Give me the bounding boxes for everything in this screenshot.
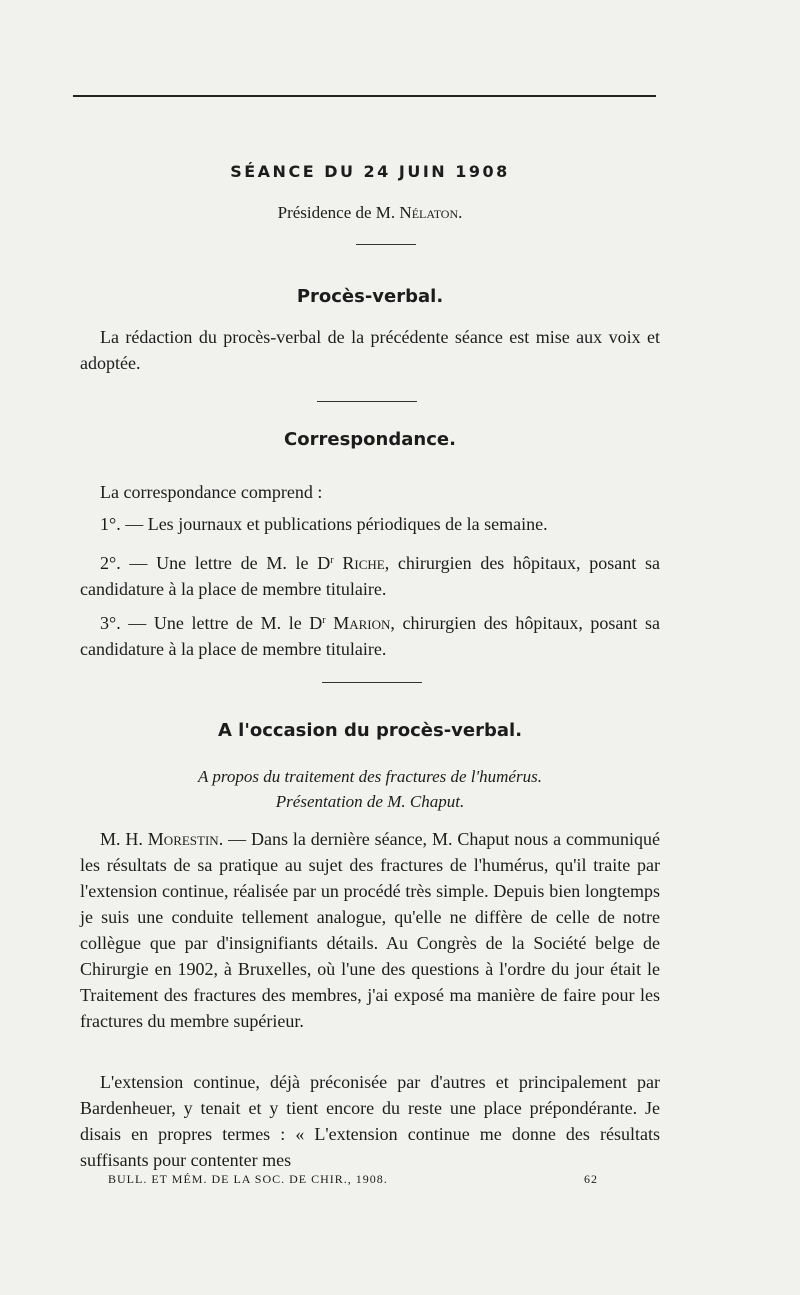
correspondance-heading: Correspondance.: [284, 429, 456, 450]
item-3-text: 3°. — Une lettre de M. le D: [100, 613, 323, 633]
president-name: Nélaton.: [399, 203, 463, 222]
morestin-paragraph: [80, 826, 660, 1034]
footer-journal: BULL. ET MÉM. DE LA SOC. DE CHIR., 1908.: [108, 1172, 388, 1186]
extension-text: L'extension continue, déjà préconisée par d'autres et principalement par Bardenheuer, y tenait et y tient encore du reste une place prépondérante. Je disais en propres termes : « L'extension continue me donne des résultats suffisants pour contenter mes: [80, 1072, 660, 1170]
section-divider: [322, 682, 422, 683]
item-3-name: Marion: [333, 613, 391, 633]
page-number: 62: [584, 1172, 598, 1186]
speaker-name: Morestin.: [147, 829, 224, 849]
presidence-line: [80, 203, 660, 223]
page-footer: [108, 1172, 598, 1187]
occasion-subtitle-1: A propos du traitement des fractures de l'humérus.: [198, 767, 542, 786]
item-3-rest: , chirurgien des hôpitaux, posant sa candidature à la place de membre titulaire.: [80, 613, 660, 659]
correspondance-item-1: 1°. — Les journaux et publications périodiques de la semaine.: [100, 514, 548, 534]
section-divider: [317, 401, 417, 402]
correspondance-item-3: [80, 610, 660, 662]
item-2-rest: , chirurgien des hôpitaux, posant sa candidature à la place de membre titulaire.: [80, 553, 660, 599]
proces-verbal-heading: Procès-verbal.: [296, 286, 444, 307]
item-2-text: 2°. — Une lettre de M. le D: [100, 553, 331, 573]
item-2-sup: r: [330, 555, 334, 566]
item-2-name: Riche: [342, 553, 385, 573]
occasion-subtitle-2: Présentation de M. Chaput.: [275, 792, 465, 811]
top-rule: [73, 95, 656, 97]
presidence-prefix: Présidence de M.: [277, 203, 396, 222]
correspondance-item-2: [80, 550, 660, 602]
morestin-text: — Dans la dernière séance, M. Chaput nous a communiqué les résultats de sa pratique au sujet des fractures de l'humérus, qu'il traite par l'extension continue, réalisée par un procédé très simple. Depuis bien longtemps je suis une conduite tellement analogue, qu'elle ne diffère de celle de notre collègue que par d'insignifiants détails. Au Congrès de la Société belge de Chirurgie en 1902, à Bruxelles, où l'une des questions à l'ordre du jour était le Traitement des fractures des membres, j'ai exposé ma manière de faire pour les fractures du membre supérieur.: [80, 829, 660, 1031]
correspondance-intro: La correspondance comprend :: [100, 482, 323, 502]
extension-paragraph: [80, 1069, 660, 1173]
proces-verbal-body: La rédaction du procès-verbal de la précédente séance est mise aux voix et adoptée.: [80, 327, 660, 373]
item-3-sup: r: [322, 615, 326, 626]
section-divider: [356, 244, 416, 245]
proces-verbal-text: [80, 324, 660, 376]
speaker-initial: M. H.: [100, 829, 143, 849]
occasion-heading: A l'occasion du procès-verbal.: [217, 720, 523, 741]
seance-title: SÉANCE DU 24 JUIN 1908: [230, 162, 510, 181]
